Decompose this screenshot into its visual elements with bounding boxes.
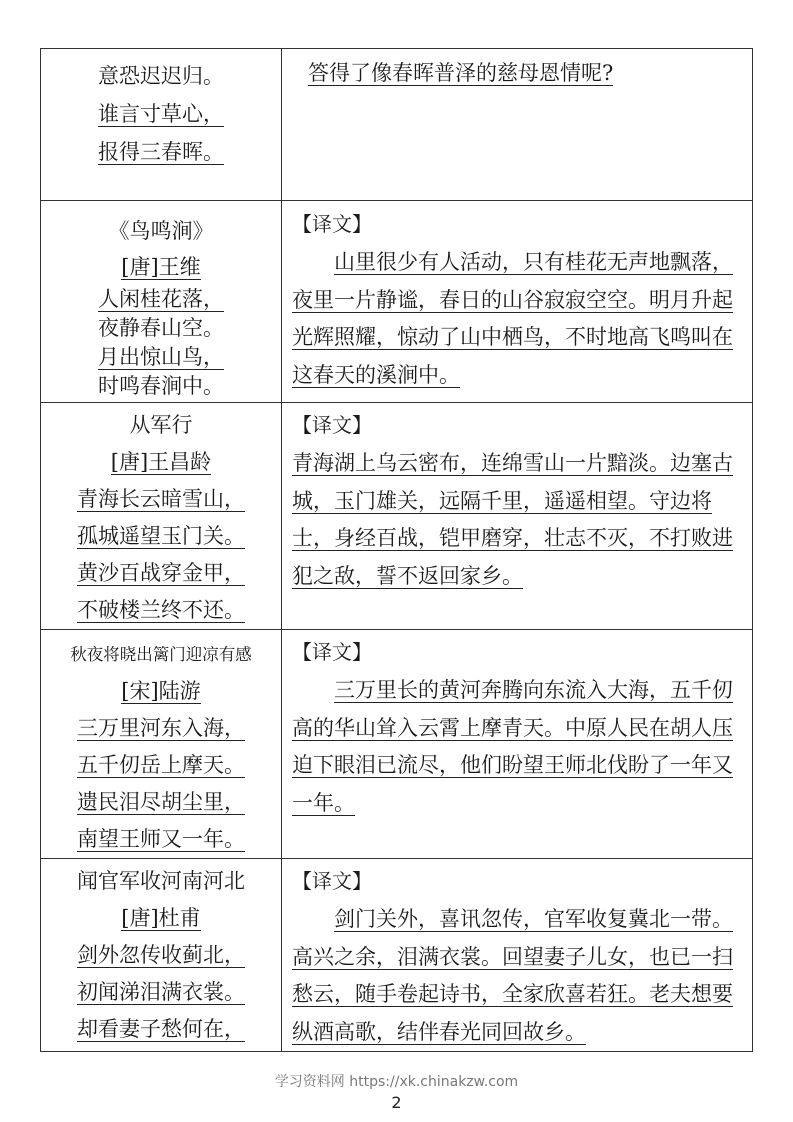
poem-line: 剑外忽传收蓟北， bbox=[77, 943, 245, 967]
translation-label: 【译文】 bbox=[292, 413, 372, 437]
poem-cell bbox=[41, 49, 282, 201]
poem-title: 从军行 bbox=[129, 413, 193, 437]
table-row bbox=[41, 201, 753, 403]
poem-title: 《鸟鸣涧》 bbox=[108, 219, 214, 243]
poem-author: [唐]王昌龄 bbox=[110, 450, 212, 474]
poem-line: 却看妻子愁何在， bbox=[77, 1017, 245, 1041]
translation-cell bbox=[282, 403, 753, 630]
poem-line: 报得三春晖。 bbox=[98, 140, 224, 164]
poem-title: 闻官军收河南河北 bbox=[77, 869, 245, 893]
poem-cell bbox=[41, 201, 282, 403]
poem-line: 谁言寸草心， bbox=[98, 102, 224, 126]
translation-cell bbox=[282, 49, 753, 201]
poem-line: 月出惊山鸟， bbox=[98, 345, 224, 369]
poem-line: 孤城遥望玉门关。 bbox=[77, 524, 245, 548]
table-row bbox=[41, 630, 753, 859]
poem-author: [宋]陆游 bbox=[121, 679, 201, 703]
translation-text: 山里很少有人活动，只有桂花无声地飘落，夜里一片静谧，春日的山谷寂寂空空。明月升起光辉照耀，惊动了山中栖鸟，不时地高飞鸣叫在这春天的溪涧中。 bbox=[292, 250, 733, 387]
table-row bbox=[41, 859, 753, 1052]
poem-line: 南望王师又一年。 bbox=[77, 827, 245, 851]
translation-text: 剑门关外，喜讯忽传，官军收复冀北一带。高兴之余，泪满衣裳。回望妻子儿女，也已一扫愁云，随手卷起诗书，全家欣喜若狂。老夫想要纵酒高歌，结伴春光同回故乡。 bbox=[292, 907, 733, 1044]
poem-cell bbox=[41, 859, 282, 1052]
translation-cell bbox=[282, 201, 753, 403]
translation-text: 三万里长的黄河奔腾向东流入大海，五千仞高的华山耸入云霄上摩青天。中原人民在胡人压迫下眼泪已流尽，他们盼望王师北伐盼了一年又一年。 bbox=[292, 678, 733, 815]
poem-line: 意恐迟迟归。 bbox=[98, 64, 224, 88]
table-row bbox=[41, 403, 753, 630]
translation-text: 青海湖上乌云密布，连绵雪山一片黯淡。边塞古城，玉门雄关，远隔千里，遥遥相望。守边将士，身经百战，铠甲磨穿，壮志不灭，不打败进犯之敌，誓不返回家乡。 bbox=[292, 451, 733, 588]
poem-title: 秋夜将晓出篱门迎凉有感 bbox=[70, 645, 252, 664]
poem-line: 黄沙百战穿金甲， bbox=[77, 561, 245, 585]
poem-cell bbox=[41, 630, 282, 859]
poem-line: 夜静春山空。 bbox=[98, 316, 224, 340]
translation-text: 答得了像春晖普泽的慈母恩情呢? bbox=[308, 61, 614, 85]
table-row bbox=[41, 49, 753, 201]
poem-author: [唐]杜甫 bbox=[121, 906, 201, 930]
translation-label: 【译文】 bbox=[292, 869, 372, 893]
poem-line: 青海长云暗雪山， bbox=[77, 487, 245, 511]
poem-line: 遗民泪尽胡尘里， bbox=[77, 790, 245, 814]
translation-cell bbox=[282, 859, 753, 1052]
poem-line: 五千仞岳上摩天。 bbox=[77, 753, 245, 777]
poem-line: 不破楼兰终不还。 bbox=[77, 598, 245, 622]
page-number: 2 bbox=[391, 1093, 402, 1112]
poem-cell bbox=[41, 403, 282, 630]
poem-line: 人闲桂花落， bbox=[98, 287, 224, 311]
translation-label: 【译文】 bbox=[292, 212, 372, 236]
footer-site-text: 学习资料网 https://xk.chinakzw.com bbox=[274, 1074, 519, 1090]
poem-author: [唐]王维 bbox=[121, 255, 201, 279]
poem-line: 初闻涕泪满衣裳。 bbox=[77, 980, 245, 1004]
poem-translation-table bbox=[40, 48, 753, 1052]
poem-line: 三万里河东入海， bbox=[77, 716, 245, 740]
translation-cell bbox=[282, 630, 753, 859]
poem-line: 时鸣春涧中。 bbox=[98, 374, 224, 398]
translation-label: 【译文】 bbox=[292, 640, 372, 664]
